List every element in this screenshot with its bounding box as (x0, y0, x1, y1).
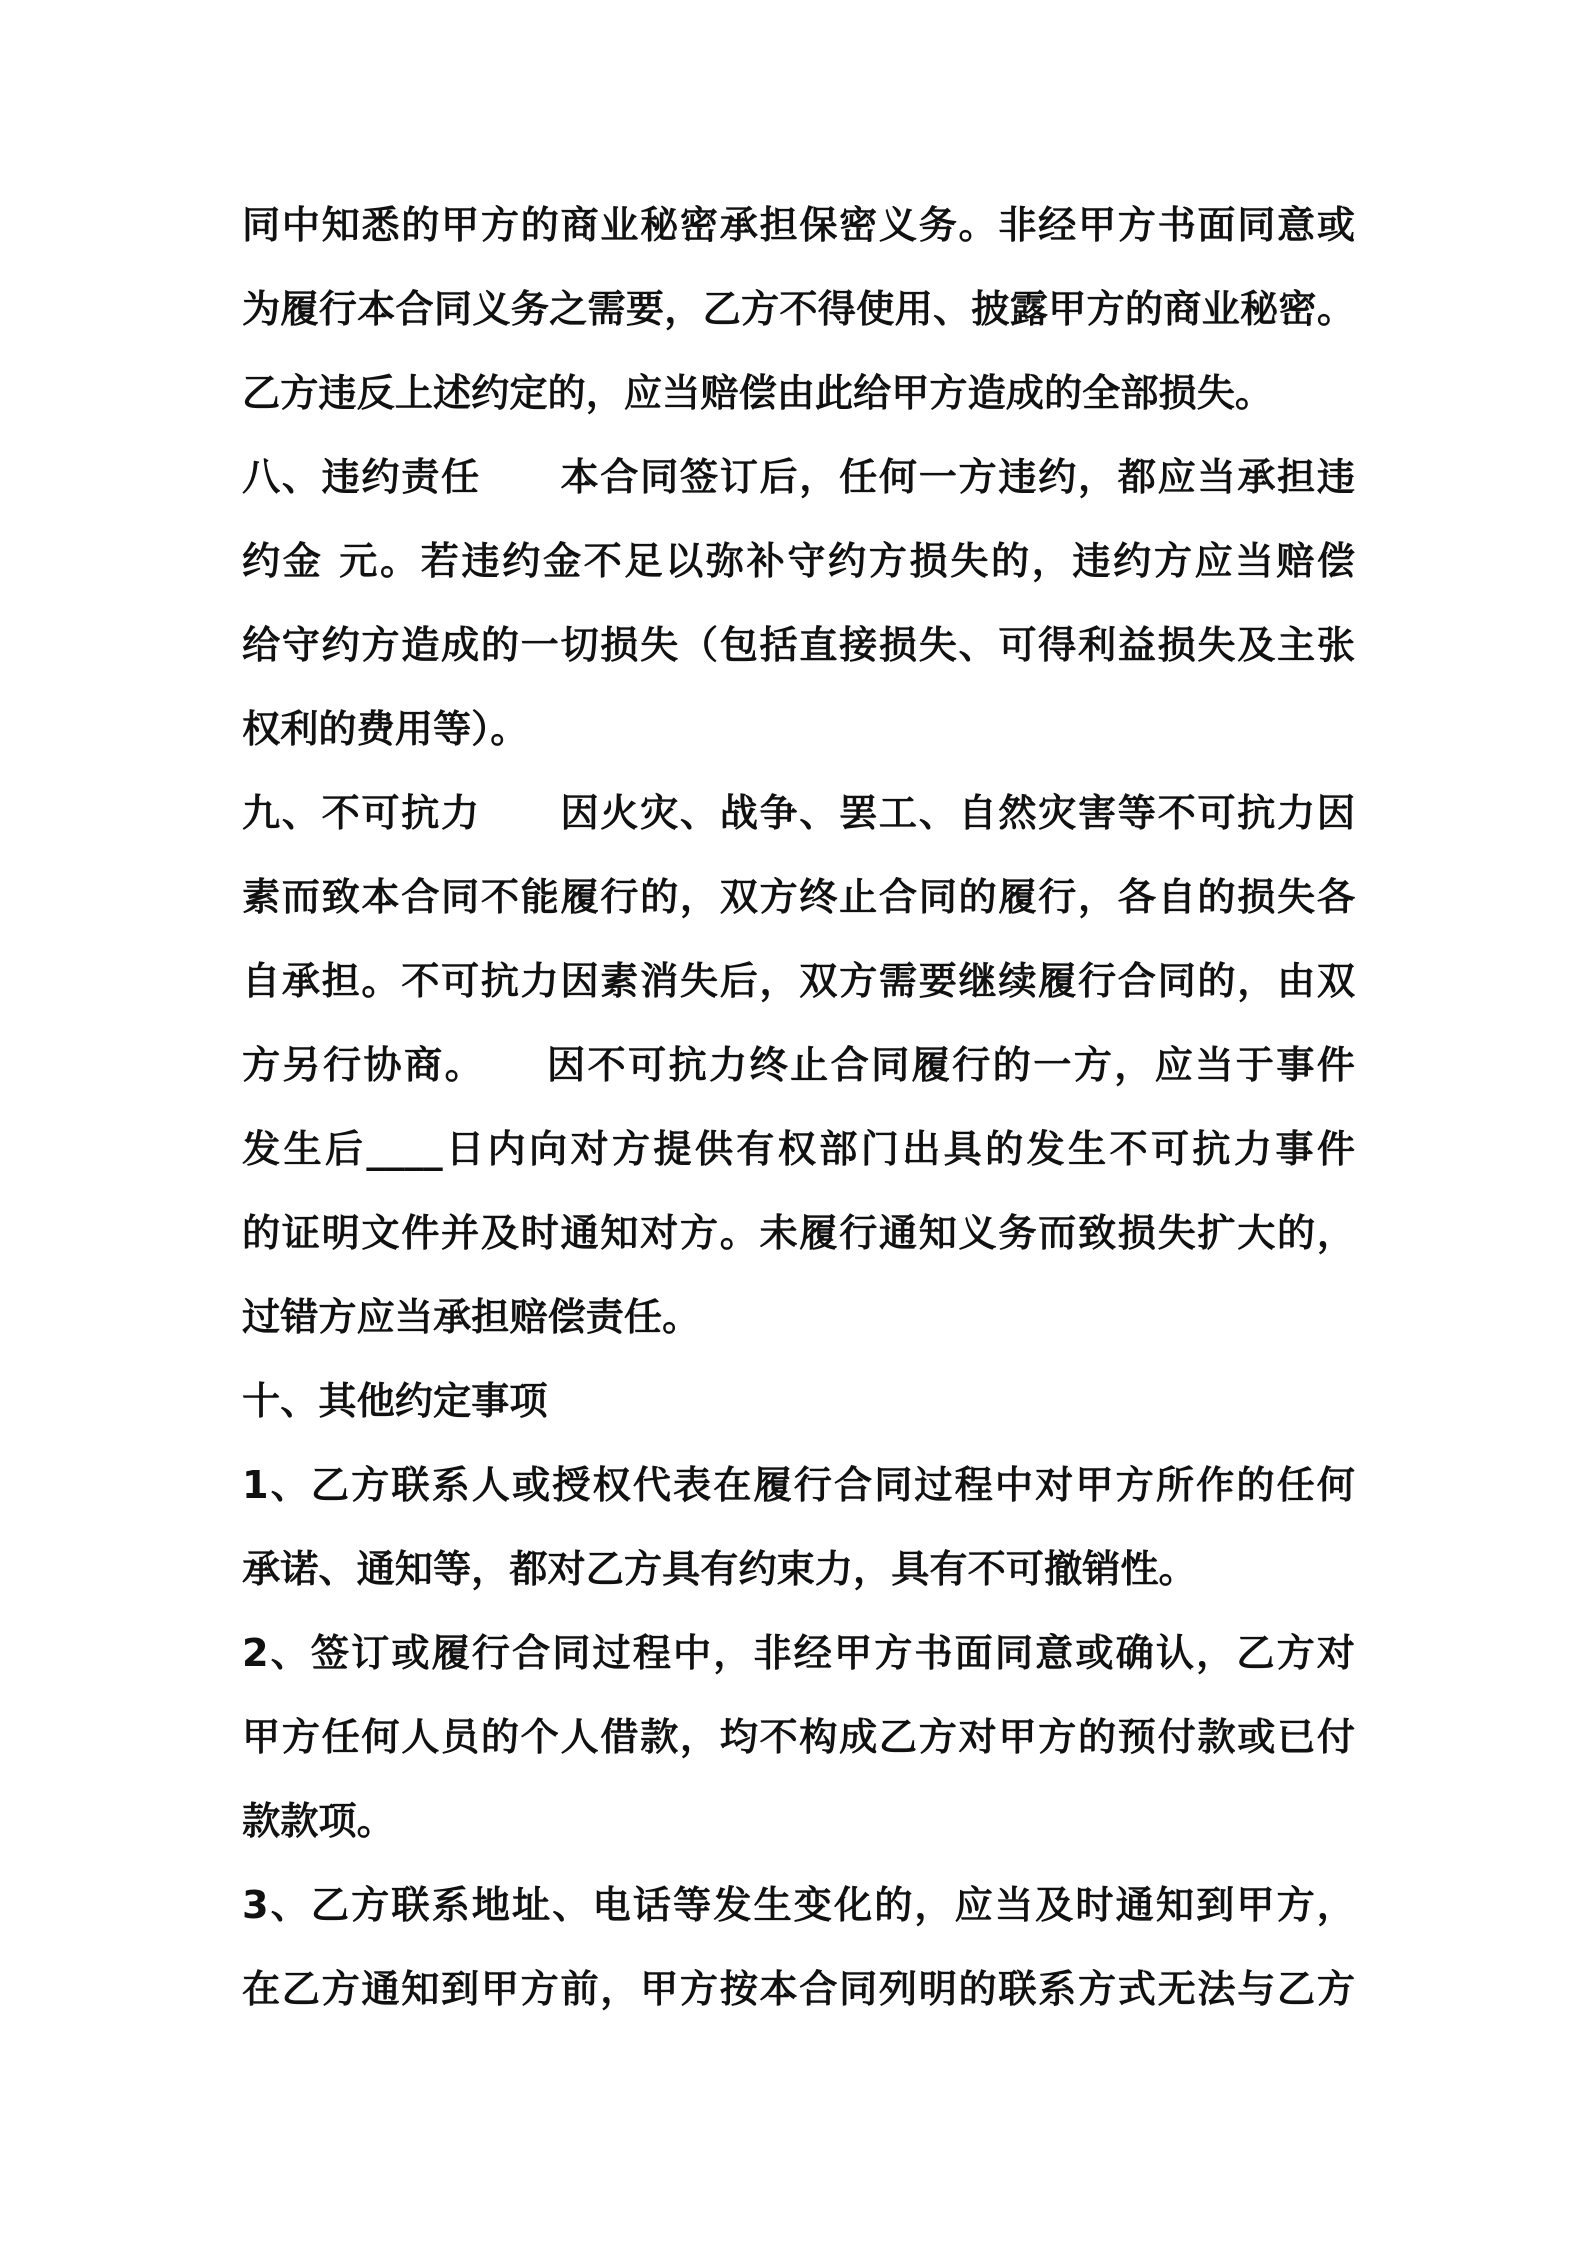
list-item-3: 3、乙方联系地址、电话等发生变化的，应当及时通知到甲方， (242, 1884, 1355, 1928)
section-heading-other-terms: 十、其他约定事项 (242, 1380, 548, 1424)
text-line: 方另行协商。 因不可抗力终止合同履行的一方，应当于事件 (242, 1044, 1355, 1088)
text-line: 发生后____日内向对方提供有权部门出具的发生不可抗力事件 (242, 1128, 1355, 1172)
text-line: 约金 元。若违约金不足以弥补守约方损失的，违约方应当赔偿 (242, 540, 1355, 584)
text-line: 在乙方通知到甲方前，甲方按本合同列明的联系方式无法与乙方 (242, 1968, 1355, 2012)
text-line: 的证明文件并及时通知对方。未履行通知义务而致损失扩大的， (242, 1212, 1355, 1256)
document-body (242, 184, 1355, 2032)
text-line: 乙方违反上述约定的，应当赔偿由此给甲方造成的全部损失。 (242, 372, 1274, 416)
section-heading-breach-liability: 八、违约责任 本合同签订后，任何一方违约，都应当承担违 (242, 456, 1355, 500)
text-line: 为履行本合同义务之需要，乙方不得使用、披露甲方的商业秘密。 (242, 288, 1355, 332)
section-heading-force-majeure: 九、不可抗力 因火灾、战争、罢工、自然灾害等不可抗力因 (242, 792, 1355, 836)
text-line: 自承担。不可抗力因素消失后，双方需要继续履行合同的，由双 (242, 960, 1355, 1004)
text-line: 过错方应当承担赔偿责任。 (242, 1296, 701, 1340)
text-line: 给守约方造成的一切损失（包括直接损失、可得利益损失及主张 (242, 624, 1355, 668)
text-line: 款款项。 (242, 1800, 395, 1844)
text-line: 素而致本合同不能履行的，双方终止合同的履行，各自的损失各 (242, 876, 1355, 920)
text-line: 权利的费用等）。 (242, 708, 529, 752)
list-item-2: 2、签订或履行合同过程中，非经甲方书面同意或确认，乙方对 (242, 1632, 1355, 1676)
text-line: 承诺、通知等，都对乙方具有约束力，具有不可撤销性。 (242, 1548, 1197, 1592)
text-line: 甲方任何人员的个人借款，均不构成乙方对甲方的预付款或已付 (242, 1716, 1355, 1760)
text-line: 同中知悉的甲方的商业秘密承担保密义务。非经甲方书面同意或 (242, 204, 1355, 248)
list-item-1: 1、乙方联系人或授权代表在履行合同过程中对甲方所作的任何 (242, 1464, 1355, 1508)
